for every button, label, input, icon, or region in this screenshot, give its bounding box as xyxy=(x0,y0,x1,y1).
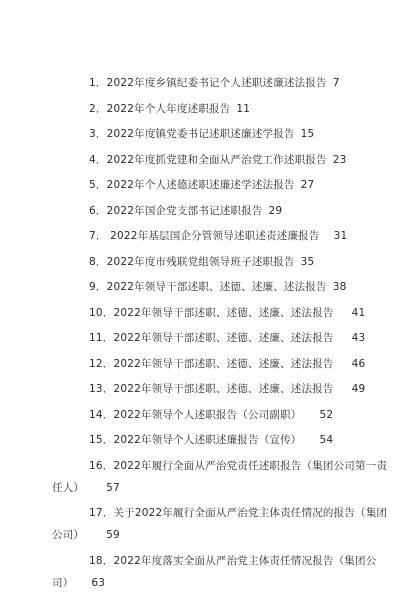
toc-entry[interactable] xyxy=(0,225,408,247)
toc-entry-page: 31 xyxy=(333,230,348,242)
toc-entry[interactable] xyxy=(0,302,408,324)
toc-entry-number: 17． xyxy=(89,507,114,519)
toc-entry-page: 57 xyxy=(106,481,120,494)
toc-entry[interactable] xyxy=(0,276,408,298)
toc-entry-title: 2022年国企党支部书记述职报告 xyxy=(106,204,263,217)
toc-entry[interactable] xyxy=(0,174,408,196)
toc-entry[interactable] xyxy=(0,327,408,349)
toc-entry-title: 2022年履行全面从严治党责任述职报告（集团公司第一责 xyxy=(113,459,388,472)
toc-entry-number: 6． xyxy=(89,204,107,217)
toc-entry[interactable] xyxy=(0,404,408,426)
toc-entry-title: 2022年个人年度述职报告 xyxy=(106,102,231,115)
toc-entry-number: 12． xyxy=(89,357,114,370)
toc-entry-page: 38 xyxy=(332,281,347,293)
toc-entry-number: 2． xyxy=(89,102,107,115)
toc-entry-title: 2022年领导干部述职、述德、述廉、述法报告 xyxy=(106,281,327,293)
toc-entry-title: 2022年基层国企分管领导述职述责述廉报告 xyxy=(106,230,320,242)
toc-entry-number: 13． xyxy=(89,383,114,395)
toc-entry[interactable] xyxy=(0,550,408,594)
toc-entry-title: 2022年度落实全面从严治党主体责任情况报告（集团公 xyxy=(113,554,377,567)
toc-entry[interactable] xyxy=(0,251,408,273)
toc-entry-title: 2022年度镇党委书记述职述廉述学报告 xyxy=(106,128,295,140)
toc-entry[interactable] xyxy=(0,502,408,546)
toc-entry-title: 2022年度乡镇纪委书记个人述职述廉述法报告 xyxy=(106,77,327,89)
toc-entry-title: 2022年领导干部述职、述德、述廉、述法报告 xyxy=(113,332,334,344)
toc-entry[interactable] xyxy=(0,123,408,145)
toc-entry-title: 2022年领导干部述职、述德、述廉、述法报告 xyxy=(113,306,334,319)
toc-entry-page: 59 xyxy=(106,529,120,541)
toc-entry-page: 7 xyxy=(332,77,340,89)
toc-entry-page: 29 xyxy=(268,204,283,217)
toc-entry-number: 14． xyxy=(89,408,114,421)
toc-entry-page: 43 xyxy=(351,332,366,344)
toc-entry-title-continued: 任人） xyxy=(52,481,85,494)
toc-entry-page: 46 xyxy=(351,357,366,370)
toc-entry-title: 2022年度市残联党组领导班子述职报告 xyxy=(106,255,295,268)
toc-entry-title: 关于2022年履行全面从严治党主体责任情况的报告（集团 xyxy=(113,507,388,519)
toc-entry-title: 2022年领导干部述职、述德、述廉、述法报告 xyxy=(113,357,334,370)
toc-entry-page: 52 xyxy=(319,408,334,421)
toc-entry-number: 18． xyxy=(89,554,114,567)
toc-entry-title: 2022年领导干部述职、述德、述廉、述法报告 xyxy=(113,383,334,395)
toc-entry-page: 23 xyxy=(332,153,347,166)
toc-entry-title: 2022年领导个人述职报告（公司副职） xyxy=(113,408,302,421)
toc-entry[interactable] xyxy=(0,149,408,171)
toc-entry-page: 41 xyxy=(351,306,366,319)
toc-entry-number: 9． xyxy=(89,281,107,293)
toc-entry-page: 54 xyxy=(319,434,334,446)
toc-entry[interactable] xyxy=(0,429,408,451)
toc-entry[interactable] xyxy=(0,200,408,222)
toc-entry-number: 5． xyxy=(89,179,107,191)
toc-entry-number: 16． xyxy=(89,459,114,472)
toc-entry-title: 2022年领导个人述职述廉报告（宣传） xyxy=(113,434,302,446)
toc-entry-number: 3． xyxy=(89,128,107,140)
toc-entry-number: 15． xyxy=(89,434,114,446)
toc-entry-page: 49 xyxy=(351,383,366,395)
toc-entry-page: 35 xyxy=(300,255,315,268)
toc-entry-number: 7． xyxy=(89,230,107,242)
toc-entry-title-continued: 司） xyxy=(52,576,74,589)
toc-entry-number: 10． xyxy=(89,306,114,319)
toc-entry-number: 8． xyxy=(89,255,107,268)
toc-entry-title: 2022年个人述德述职述廉述学述法报告 xyxy=(106,179,295,191)
table-of-contents xyxy=(0,72,408,597)
toc-entry[interactable] xyxy=(0,353,408,375)
toc-entry-page: 63 xyxy=(91,576,106,589)
toc-entry-page: 15 xyxy=(300,128,315,140)
toc-entry[interactable] xyxy=(0,98,408,120)
toc-entry-page: 11 xyxy=(236,102,251,115)
toc-entry[interactable] xyxy=(0,455,408,499)
toc-entry[interactable] xyxy=(0,378,408,400)
toc-entry-title-continued: 公司） xyxy=(52,529,85,541)
toc-entry-number: 4． xyxy=(89,153,107,166)
toc-entry-number: 1． xyxy=(89,77,107,89)
toc-entry-number: 11． xyxy=(89,332,114,344)
toc-entry-page: 27 xyxy=(300,179,315,191)
toc-entry[interactable] xyxy=(0,72,408,94)
toc-entry-title: 2022年度抓党建和全面从严治党工作述职报告 xyxy=(106,153,327,166)
